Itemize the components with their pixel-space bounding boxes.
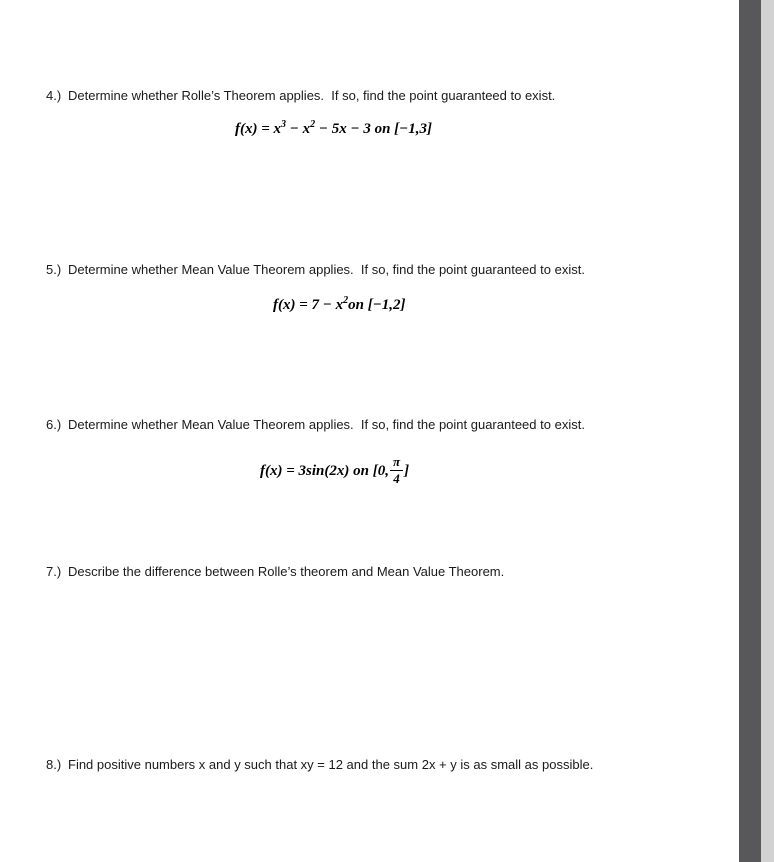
problem-6-prompt: Determine whether Mean Value Theorem applies. If so, find the point guaranteed to exist.	[68, 417, 585, 432]
formula-segment: − 5x − 3 on [−1,3]	[315, 121, 432, 137]
formula-exponent: 2	[310, 119, 316, 130]
problem-4-line	[46, 87, 555, 104]
problem-7-prompt: Describe the difference between Rolle’s theorem and Mean Value Theorem.	[68, 564, 505, 579]
problem-6	[46, 416, 585, 433]
problem-4	[46, 87, 555, 104]
problem-4-formula	[220, 104, 432, 155]
problem-5	[46, 261, 585, 278]
formula-segment: on [−1,2]	[348, 297, 406, 313]
page-edge-bar	[739, 0, 761, 862]
formula-exponent: 3	[281, 119, 287, 130]
problem-8-number: 8.)	[46, 757, 62, 772]
formula-segment: f(x) = 7 − x	[273, 297, 344, 313]
problem-6-line	[46, 416, 585, 433]
page-edge-strip	[761, 0, 774, 862]
formula-exponent: 2	[343, 295, 349, 306]
problem-5-line	[46, 261, 585, 278]
problem-5-formula	[258, 280, 406, 331]
formula-segment: f(x) = 3sin(2x) on [0,	[260, 463, 389, 480]
problem-7	[46, 563, 504, 580]
fraction-denominator: 4	[393, 470, 400, 486]
problem-5-number: 5.)	[46, 262, 62, 277]
fraction-numerator: π	[390, 455, 403, 471]
problem-6-number: 6.)	[46, 417, 62, 432]
problem-5-prompt: Determine whether Mean Value Theorem applies. If so, find the point guaranteed to exist.	[68, 262, 585, 277]
formula-segment: ]	[404, 463, 410, 480]
problem-4-number: 4.)	[46, 88, 62, 103]
problem-8-prompt: Find positive numbers x and y such that xy = 12 and the sum 2x + y is as small as possible.	[68, 757, 594, 772]
problem-7-number: 7.)	[46, 564, 62, 579]
problem-8	[46, 756, 593, 773]
problem-7-line	[46, 563, 504, 580]
problem-8-line	[46, 756, 593, 773]
problem-4-prompt: Determine whether Rolle’s Theorem applies. If so, find the point guaranteed to exist.	[68, 88, 556, 103]
formula-segment: − x	[286, 121, 311, 137]
fraction	[390, 455, 403, 485]
formula-segment: f(x) = x	[235, 121, 282, 137]
problem-6-formula	[245, 438, 409, 505]
